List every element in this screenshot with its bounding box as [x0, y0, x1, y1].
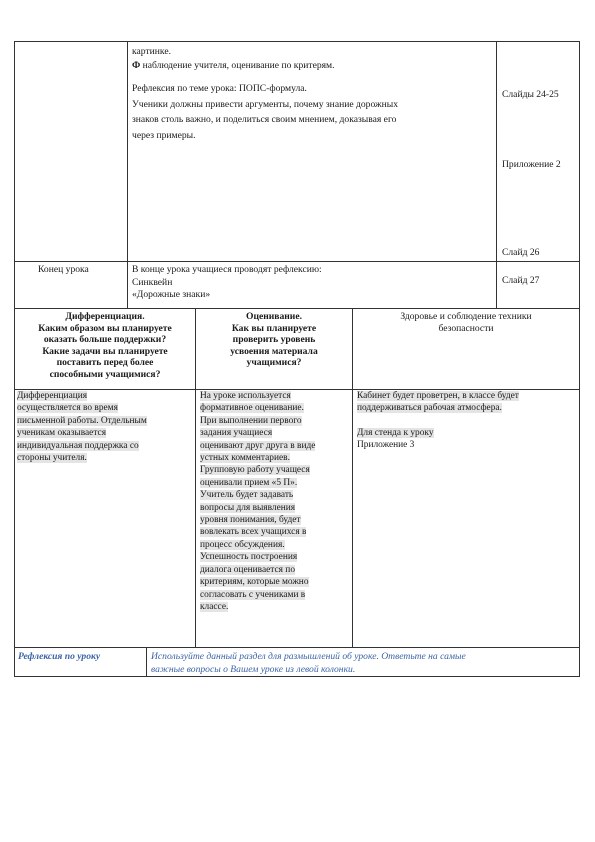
end-content — [132, 264, 494, 301]
top-line2-rest: наблюдение учителя, оценивание по критерям. — [140, 59, 335, 71]
table-border-bottom — [14, 676, 580, 677]
body-line: классе. — [200, 601, 229, 612]
reflection-line: важные вопросы о Вашем уроке из левой колонки. — [151, 663, 356, 675]
header-line: способными учащимися? — [49, 368, 161, 380]
body-line: Учитель будет задавать — [200, 490, 294, 501]
header-line: оказать больше поддержки? — [43, 334, 167, 346]
body-health-safety — [357, 390, 578, 452]
col-divider-e — [146, 647, 147, 677]
header-line: Как вы планируете — [231, 322, 317, 334]
body-line: Групповую работу учащеся — [200, 465, 310, 476]
header-line: Здоровье и соблюдение техники — [400, 311, 532, 322]
body-line: формативное оценивание. — [200, 403, 304, 414]
reflection-text — [151, 651, 577, 675]
header-line: Дифференциация. — [65, 311, 145, 322]
top-line2-bold: Ф — [132, 59, 141, 71]
body-line: вопросы для выявления — [200, 502, 296, 513]
top-line2 — [132, 60, 494, 72]
body-line: Успешность построения — [200, 552, 298, 563]
top-reflection-line: через примеры. — [132, 129, 196, 141]
reflection-line: Используйте данный раздел для размышлений об уроке. Ответьте на самые — [151, 651, 466, 662]
body-line: задания учащиеся — [200, 428, 273, 439]
header-line: Оценивание. — [246, 311, 302, 322]
body-line: стороны учителя. — [17, 453, 87, 464]
header-line: поставить перед более — [56, 357, 154, 369]
header-line: усвоения материала — [230, 345, 318, 357]
end-label: Конец урока — [38, 264, 89, 275]
end-line: «Дорожные знаки» — [132, 289, 211, 301]
body-line: Кабинет будет проветрен, в классе будет — [357, 391, 519, 401]
col-divider-a — [127, 41, 128, 309]
header-line: учащимися? — [246, 357, 302, 369]
table-border-left — [14, 41, 15, 677]
header-line: проверить уровень — [232, 334, 316, 346]
body-assessment — [200, 390, 351, 613]
top-reflection-line: знаков столь важно, и поделиться своим мнением, доказывая его — [132, 114, 397, 126]
body-line: диалога оценивается по — [200, 564, 296, 575]
body-differentiation — [17, 390, 194, 464]
header-line: Какие задачи вы планируете — [42, 345, 168, 357]
top-appendix: Приложение 2 — [502, 159, 561, 170]
top-line1: картинке. — [132, 46, 171, 57]
body-line: оценивали прием «5 П». — [200, 477, 298, 488]
body-line: осуществляется во время — [17, 403, 118, 414]
body-line: При выполнении первого — [200, 415, 302, 426]
top-reflection-line: Ученики должны привести аргументы, почему знание дорожных — [132, 98, 399, 110]
body-line: уровня понимания, будет — [200, 515, 301, 526]
header-line: безопасности — [438, 322, 494, 334]
top-slide26: Слайд 26 — [502, 247, 540, 258]
body-line: ученикам оказывается — [17, 428, 107, 439]
top-content — [132, 46, 494, 142]
end-line: Синквейн — [132, 276, 173, 288]
body-line: На уроке используется — [200, 391, 291, 401]
end-slide: Слайд 27 — [502, 275, 540, 286]
body-line: Приложение 3 — [357, 440, 415, 451]
header-differentiation — [16, 311, 194, 381]
header-health-safety — [354, 311, 578, 334]
col-divider-b — [496, 41, 497, 309]
header-line: Каким образом вы планируете — [38, 322, 172, 334]
body-line: поддерживаться рабочая атмосфера. — [357, 403, 502, 414]
row-divider-reflection — [14, 647, 580, 648]
body-line: процесс обсуждения. — [200, 539, 285, 550]
end-line: В конце урока учащиеся проводят рефлексию: — [132, 264, 322, 275]
body-line: оценивают друг друга в виде — [200, 440, 316, 451]
col-divider-c — [195, 308, 196, 648]
table-border-right — [579, 41, 580, 677]
body-line: согласовать с учениками в — [200, 589, 306, 600]
body-line: письменной работы. Отдельным — [17, 415, 147, 426]
header-assessment — [197, 311, 351, 369]
body-line: Для стенда к уроку — [357, 427, 434, 438]
reflection-label: Рефлексия по уроку — [18, 651, 101, 662]
body-line: Дифференциация — [17, 391, 88, 401]
top-reflection — [132, 83, 494, 141]
col-divider-d — [352, 308, 353, 648]
top-reflection-line: Рефлексия по теме урока: ПОПС-формула. — [132, 83, 307, 95]
body-line: вовлекать всех учащихся в — [200, 527, 307, 538]
body-line: индивидуальная поддержка со — [17, 440, 139, 451]
body-line: критериям, которые можно — [200, 577, 309, 588]
top-slides1: Слайды 24-25 — [502, 89, 559, 100]
body-line: устных комментариев. — [200, 453, 290, 464]
